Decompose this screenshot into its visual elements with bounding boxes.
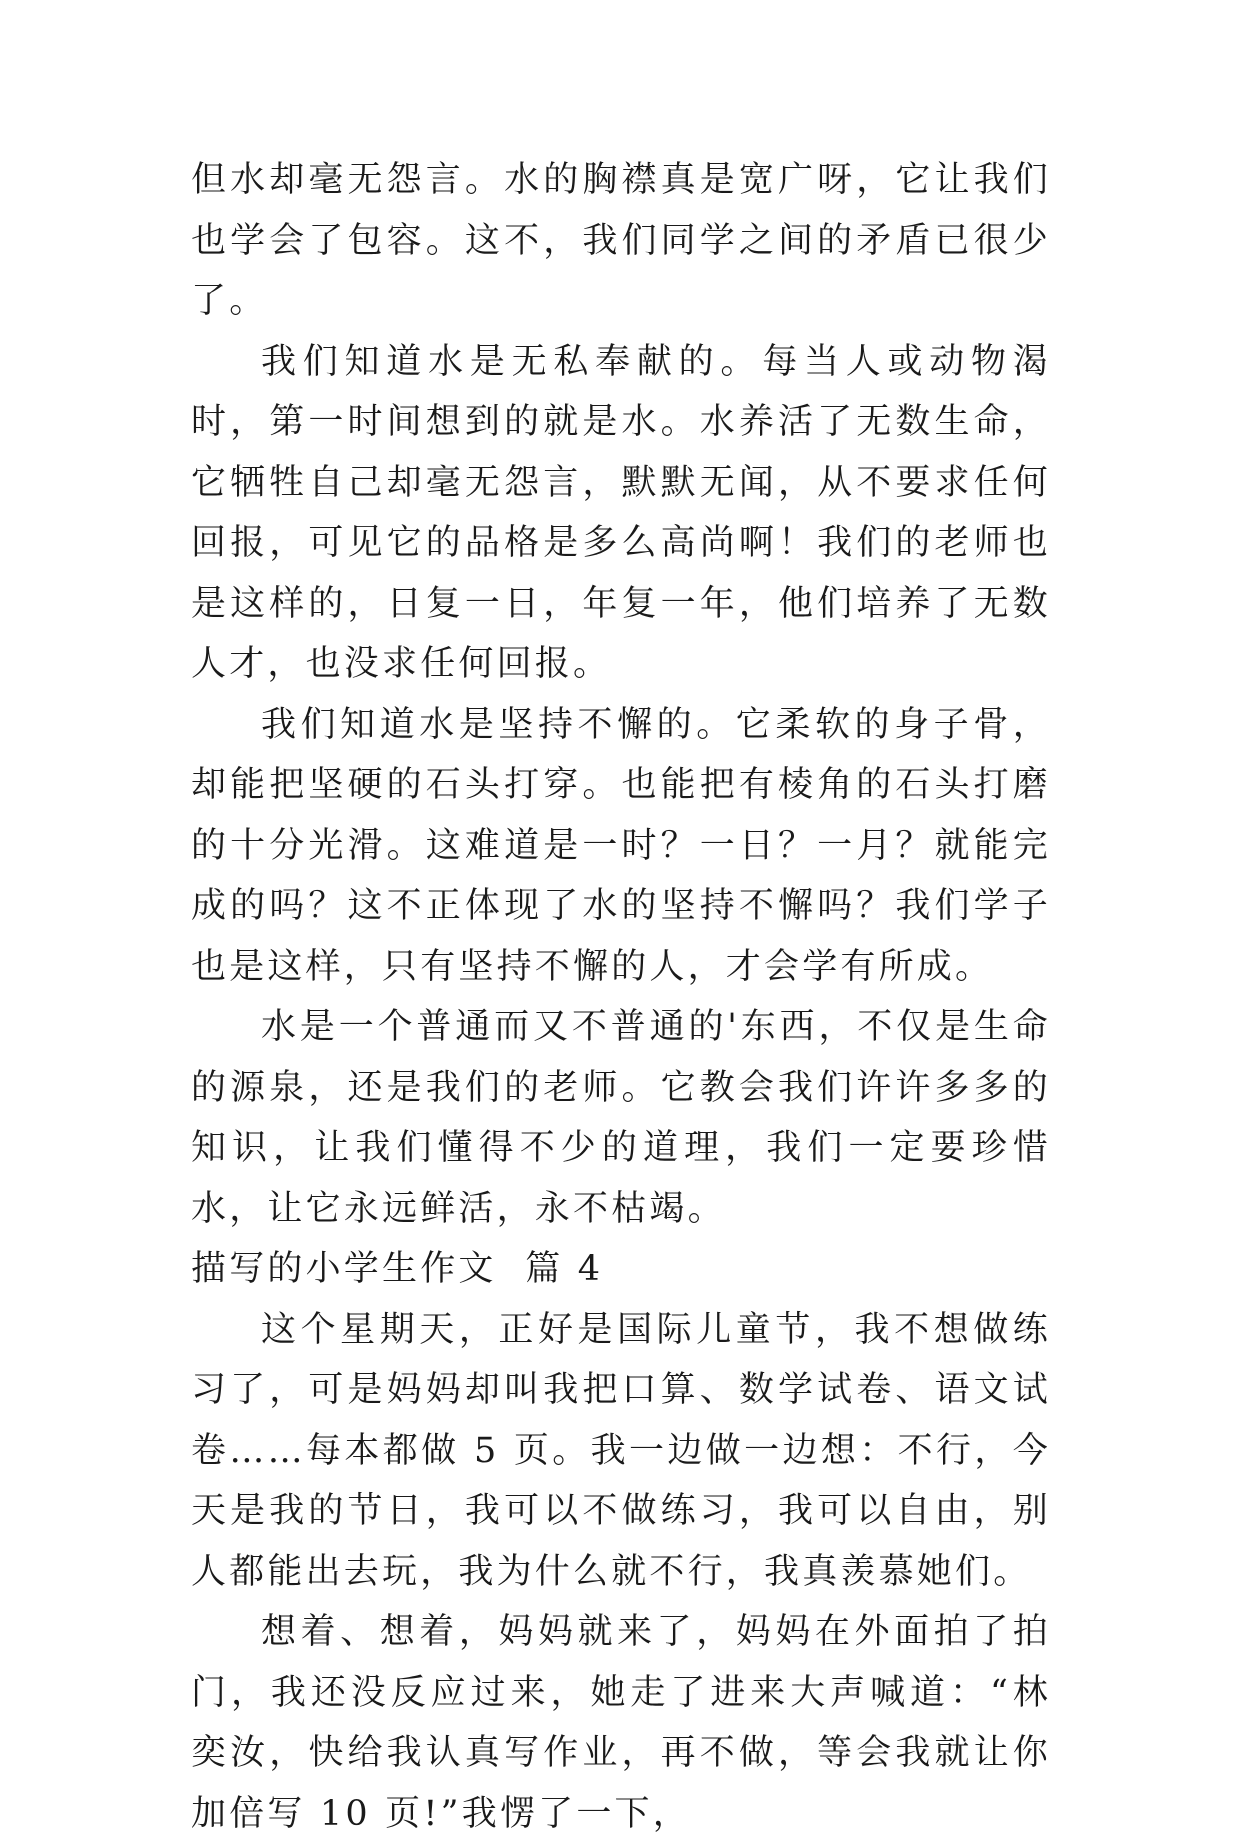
paragraph-1: 但水却毫无怨言。水的胸襟真是宽广呀，它让我们也学会了包容。这不，我们同学之间的矛盾已很少了。 <box>191 160 1051 321</box>
paragraph-6: 想着、想着，妈妈就来了，妈妈在外面拍了拍门，我还没反应过来，她走了进来大声喊道：“林奕汝，快给我认真写作业，再不做，等会我就让你加倍写 10 页!”我愣了一下， <box>191 1612 1051 1834</box>
paragraph-2: 我们知道水是无私奉献的。每当人或动物渴时，第一时间想到的就是水。水养活了无数生命，它牺牲自己却毫无怨言，默默无闻，从不要求任何回报，可见它的品格是多么高尚啊！我们的老师也是这样的，日复一日，年复一年，他们培养了无数人才，也没求任何回报。 <box>191 341 1051 684</box>
section-heading: 描写的小学生作文 篇 4 <box>191 1249 604 1289</box>
paragraph-3: 我们知道水是坚持不懈的。它柔软的身子骨，却能把坚硬的石头打穿。也能把有棱角的石头打磨的十分光滑。这难道是一时？一日？一月？就能完成的吗？这不正体现了水的坚持不懈吗？我们学子也是这样，只有坚持不懈的人，才会学有所成。 <box>191 704 1051 987</box>
paragraph-5: 这个星期天，正好是国际儿童节，我不想做练习了，可是妈妈却叫我把口算、数学试卷、语文试卷……每本都做 5 页。我一边做一边想：不行，今天是我的节日，我可以不做练习，我可以自由，别人都能出去玩，我为什么就不行，我真羡慕她们。 <box>191 1309 1051 1592</box>
paragraph-4: 水是一个普通而又不普通的'东西，不仅是生命的源泉，还是我们的老师。它教会我们许许多多的知识，让我们懂得不少的道理，我们一定要珍惜水，让它永远鲜活，永不枯竭。 <box>191 1007 1051 1229</box>
document-body <box>191 150 1051 1844</box>
